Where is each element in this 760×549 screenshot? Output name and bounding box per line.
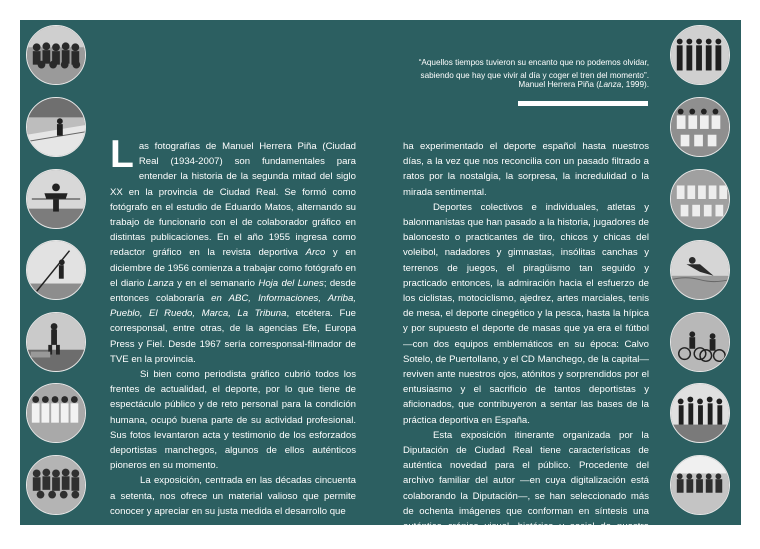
high-jump-photo-circle (26, 169, 86, 229)
p1-lanza: Lanza (147, 277, 174, 289)
quote-line-1: “Aquellos tiempos tuvieron su encanto que no podemos olvidar, (418, 58, 649, 67)
quote-author-work: Lanza (598, 80, 622, 89)
left-text-column (110, 133, 357, 519)
cyclists-photo-circle (670, 312, 730, 372)
paragraph-1 (110, 133, 357, 367)
basketball-team-photo-circle (670, 97, 730, 157)
team-lineup-photo-circle (670, 25, 730, 85)
right-text-column (403, 139, 649, 549)
p1-text-d: ; desde entonces colaboraría (110, 277, 356, 305)
p1-text-e: , etcétera. Fue corresponsal, entre otras, de la agencias Efe, Europa Press y Fiel. Desde 1967 sería corresponsal-filmador de TVE en la provincia. (110, 308, 357, 365)
swimming-pool-photo-circle (670, 240, 730, 300)
football-team-photo-circle (26, 455, 86, 515)
gymnast-photo-circle (26, 312, 86, 372)
runners-photo-circle (670, 383, 730, 443)
p1-text-c: y en el semanario (173, 277, 259, 289)
paragraph-3: La exposición, centrada en las décadas cincuenta a setenta, nos ofrece un material valioso que permite conocer y apreciar en su justa medida el desarrollo que (110, 475, 356, 517)
paragraph-6: Esta exposición itinerante organizada por la Diputación de Ciudad Real tiene características de auténtica novedad para el público. Procedente del archivo familiar del autor —en cuya digitalización está colaborando la Diputación—, se han seleccionado más de ochenta imágenes que conforman en síntesis una auténtica crónica visual, histórica y social de nuestro deporte. (403, 429, 649, 548)
p1-text-b: y en diciembre de 1956 comienza a trabajar como fotógrafo en el diario (110, 247, 356, 289)
quote-line-2: sabiendo que hay que vivir al día y coger el tren del momento”. (420, 71, 649, 80)
quote-author-name: Manuel Herrera Piña ( (518, 80, 599, 89)
p1-text-a: as fotografías de Manuel Herrera Piña (Ciudad Real (1934-2007) son fundamentales para entender la historia de la segunda mitad del siglo XX en la provincia de Ciudad Real. Se formó como fotógrafo en el estudio de Eduardo Matos, alternando su trabajo de funcionario con el de colaborador gráfico en distintas publicaciones. En el año 1955 ingresa como redactor gráfico en la revista deportiva (110, 141, 356, 259)
epigraph-quote (402, 56, 649, 82)
p1-hoja: Hoja del Lunes (258, 277, 324, 289)
quote-attribution (402, 80, 649, 89)
handball-team-photo-circle (670, 169, 730, 229)
paragraph-4: ha experimentado el deporte español hasta nuestros días, a la vez que nos reconcilia con un pasado filtrado a ratos por la nostalgia, la sorpresa, la incredulidad o la mirada sentimental. (403, 141, 649, 198)
drop-cap: L (110, 133, 134, 176)
pole-vault-photo-circle (26, 240, 86, 300)
paragraph-2: Si bien como periodista gráfico cubrió todos los frentes de actualidad, el deporte, por lo que tiene de espectáculo público y de reto personal para la condición humana, ocupó buena parte de su actividad profesional. Sus fotos levantaron acta y testimonio de los esforzados deportistas manchegos, algunos de ellos auténticos pioneros en su momento. (110, 369, 356, 472)
athletics-track-photo-circle (26, 97, 86, 157)
paragraph-5: Deportes colectivos e individuales, atletas y balonmanistas que han pasado a la historia, jugadores de baloncesto o practicantes de tiro, chicos y chicas del voleibol, nadadores y gimnastas, insólitas canchas y terrenos de juegos, el piragüismo tan seguido y practicado entonces, la admiración hacia el esfuerzo de los ciclistas, motociclismo, ajedrez, artes marciales, tenis de mesa, el deporte cinegético y la pesca, hasta la hípica y por supuesto el deporte de masas que ya era el fútbol —con dos equipos emblemáticos en su época: Calvo Sotelo, de Puertollano, y el CD Manchego, de la capital— reviven ante nuestros ojos, atónitos y sorprendidos por el entusiasmo y el sacrificio de tantos deportistas y aficionados, que contribuyeron a sentar las bases de la práctica deportiva en España. (403, 201, 649, 426)
team-photo-circle (26, 25, 86, 85)
women-team-photo-circle (26, 383, 86, 443)
p1-publications-list: en ABC, Informaciones, Arriba, Pueblo, El Ruedo, Marca, La Tribuna (110, 293, 357, 320)
p1-arco: Arco (305, 247, 326, 259)
field-team-photo-circle (670, 455, 730, 515)
quote-divider-bar (518, 101, 648, 106)
quote-author-year: , 1999). (621, 80, 649, 89)
